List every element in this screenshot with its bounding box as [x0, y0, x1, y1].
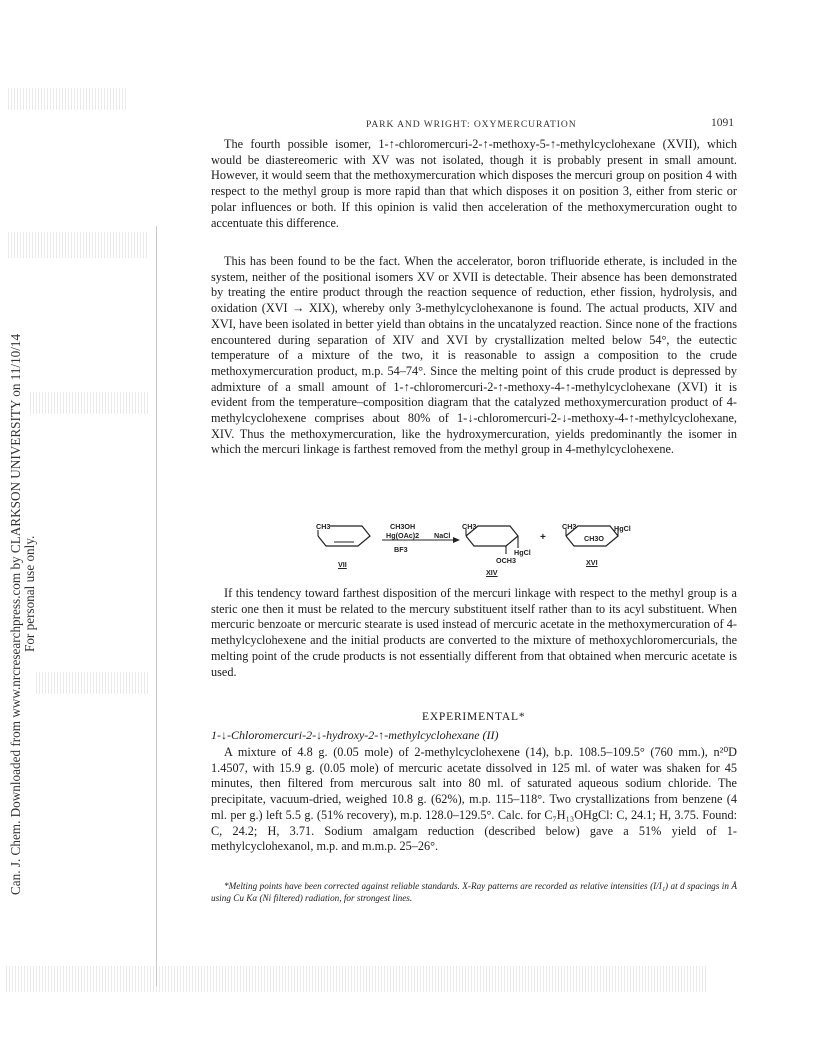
paragraph-fourth-isomer: The fourth possible isomer, 1-↑-chloromercuri-2-↑-methoxy-5-↑-methylcyclohexane (XVII), which would be diastereomeric with XV was not isolated, though it is probably present in small amount. However, it would seem that the methoxymercuration which disposes the mercuri group on position 4 with respect to the methyl group is more rapid than that which disposes it on position 3, either from steric or polar influences or both. If this opinion is valid then acceleration of the methoxymercuration ought to accentuate this difference.: [211, 137, 737, 230]
product-xiv-och3-label: OCH3: [496, 556, 516, 565]
reactant-methyl-label: CH3: [316, 522, 331, 531]
reaction-scheme: [300, 518, 650, 584]
watermark-line-1: Can. J. Chem. Downloaded from www.nrcresearchpress.com by CLARKSON UNIVERSITY on 11/10/14: [8, 333, 23, 895]
reactant-compound-number: VII: [338, 560, 347, 569]
product-xiv-compound-number: XIV: [486, 568, 498, 577]
section-heading-experimental: EXPERIMENTAL*: [422, 711, 526, 723]
product-xvi-hgcl-label: HgCl: [614, 524, 631, 533]
product-xiv-hgcl-label: HgCl: [514, 548, 531, 557]
paragraph-steric-tendency: If this tendency toward farthest disposition of the mercuri linkage with respect to the methyl group is a steric one then it must be related to the mercury substituent itself rather than to its acyl substituent. When mercuric benzoate or mercuric stearate is used instead of mercuric acetate in the methoxymercuration of 4-methylcyclohexene and the initial products are converted to the mixture of methoxychloromercurials, the melting point of the crude products is not essentially different from that obtained when mercuric acetate is used.: [211, 586, 737, 679]
paragraph-accelerator: This has been found to be the fact. When the accelerator, boron trifluoride etherate, is included in the system, neither of the positional isomers XV or XVII is detectable. Their absence has been demonstrated by treating the entire product through the reaction sequence of reduction, ether fission, hydrolysis, and oxidation (XVI → XIX), whereby only 3-methylcyclohexanone is found. The actual products, XIV and XVI, have been isolated in better yield than obtains in the uncatalyzed reaction. Since none of the fractions encountered during separation of XIV and XVI by crystallization melted below 54°, the eutectic temperature of a mixture of the two, it is reasonable to assign a composition to the crude methoxymercuration product, m.p. 54–74°. Since the melting point of this crude product is depressed by admixture of a small amount of 1-↑-chloromercuri-2-↑-methoxy-4-↑-methylcyclohexane (XVI) it is evident from the temperature–composition diagram that the catalyzed methoxymercuration product of 4-methylcyclohexene comprises about 80% of 1-↓-chloromercuri-2-↓-methoxy-4-↑-methylcyclohexane, XIV. Thus the methoxymercuration, like the hydroxymercuration, yields predominantly the isomer in which the mercuri linkage is farthest removed from the methyl group in 4-methylcyclohexene.: [211, 254, 737, 457]
running-head: PARK AND WRIGHT: OXYMERCURATION: [366, 119, 577, 130]
compound-subheading: 1-↓-Chloromercuri-2-↓-hydroxy-2-↑-methylcyclohexane (II): [211, 728, 499, 742]
reagent-methanol: CH3OH: [390, 522, 416, 531]
product-xiv-methyl-label: CH3: [462, 522, 477, 531]
scan-speckle: [30, 392, 148, 414]
scan-speckle: [36, 672, 148, 694]
reagent-nacl: NaCl: [434, 531, 451, 540]
product-xvi-och3-label: CH3O: [584, 534, 604, 543]
product-xvi-methyl-label: CH3: [562, 522, 577, 531]
paragraph-procedure: A mixture of 4.8 g. (0.05 mole) of 2-methylcyclohexene (14), b.p. 108.5–109.5° (760 mm.), n²⁰D 1.4507, with 15.9 g. (0.05 mole) of mercuric acetate dissolved in 125 ml. of water was shaken for 45 minutes, then filtered from mercurous salt into 80 ml. of saturated aqueous sodium chloride. The precipitate, vacuum-dried, weighed 10.8 g. (62%), m.p. 115–118°. Two crystallizations from benzene (4 ml. per g.) left 5.5 g. (51% recovery), m.p. 128.0–129.5°. Calc. for C₇H₁₃OHgCl: C, 24.1; H, 3.75. Found: C, 24.2; H, 3.71. Sodium amalgam reduction (described below) gave a 51% yield of 1-methylcyclohexanol, m.p. and m.m.p. 25–26°.: [211, 745, 737, 854]
plus-sign: +: [540, 532, 546, 543]
scan-speckle: [6, 966, 706, 992]
page-number: 1091: [711, 117, 734, 129]
footnote: *Melting points have been corrected against reliable standards. X-Ray patterns are recorded as relative intensities (I/I₁) at d spacings in Å using Cu Kα (Ni filtered) radiation, for strongest lines.: [211, 881, 737, 903]
reagent-mercuric-acetate: Hg(OAc)2: [386, 531, 420, 540]
product-xvi-compound-number: XVI: [586, 558, 598, 567]
reagent-bf3: BF3: [394, 545, 408, 554]
scan-speckle: [8, 88, 128, 110]
scan-edge-line: [156, 226, 157, 986]
watermark-line-2: For personal use only.: [22, 535, 37, 652]
download-watermark: [2, 240, 42, 900]
